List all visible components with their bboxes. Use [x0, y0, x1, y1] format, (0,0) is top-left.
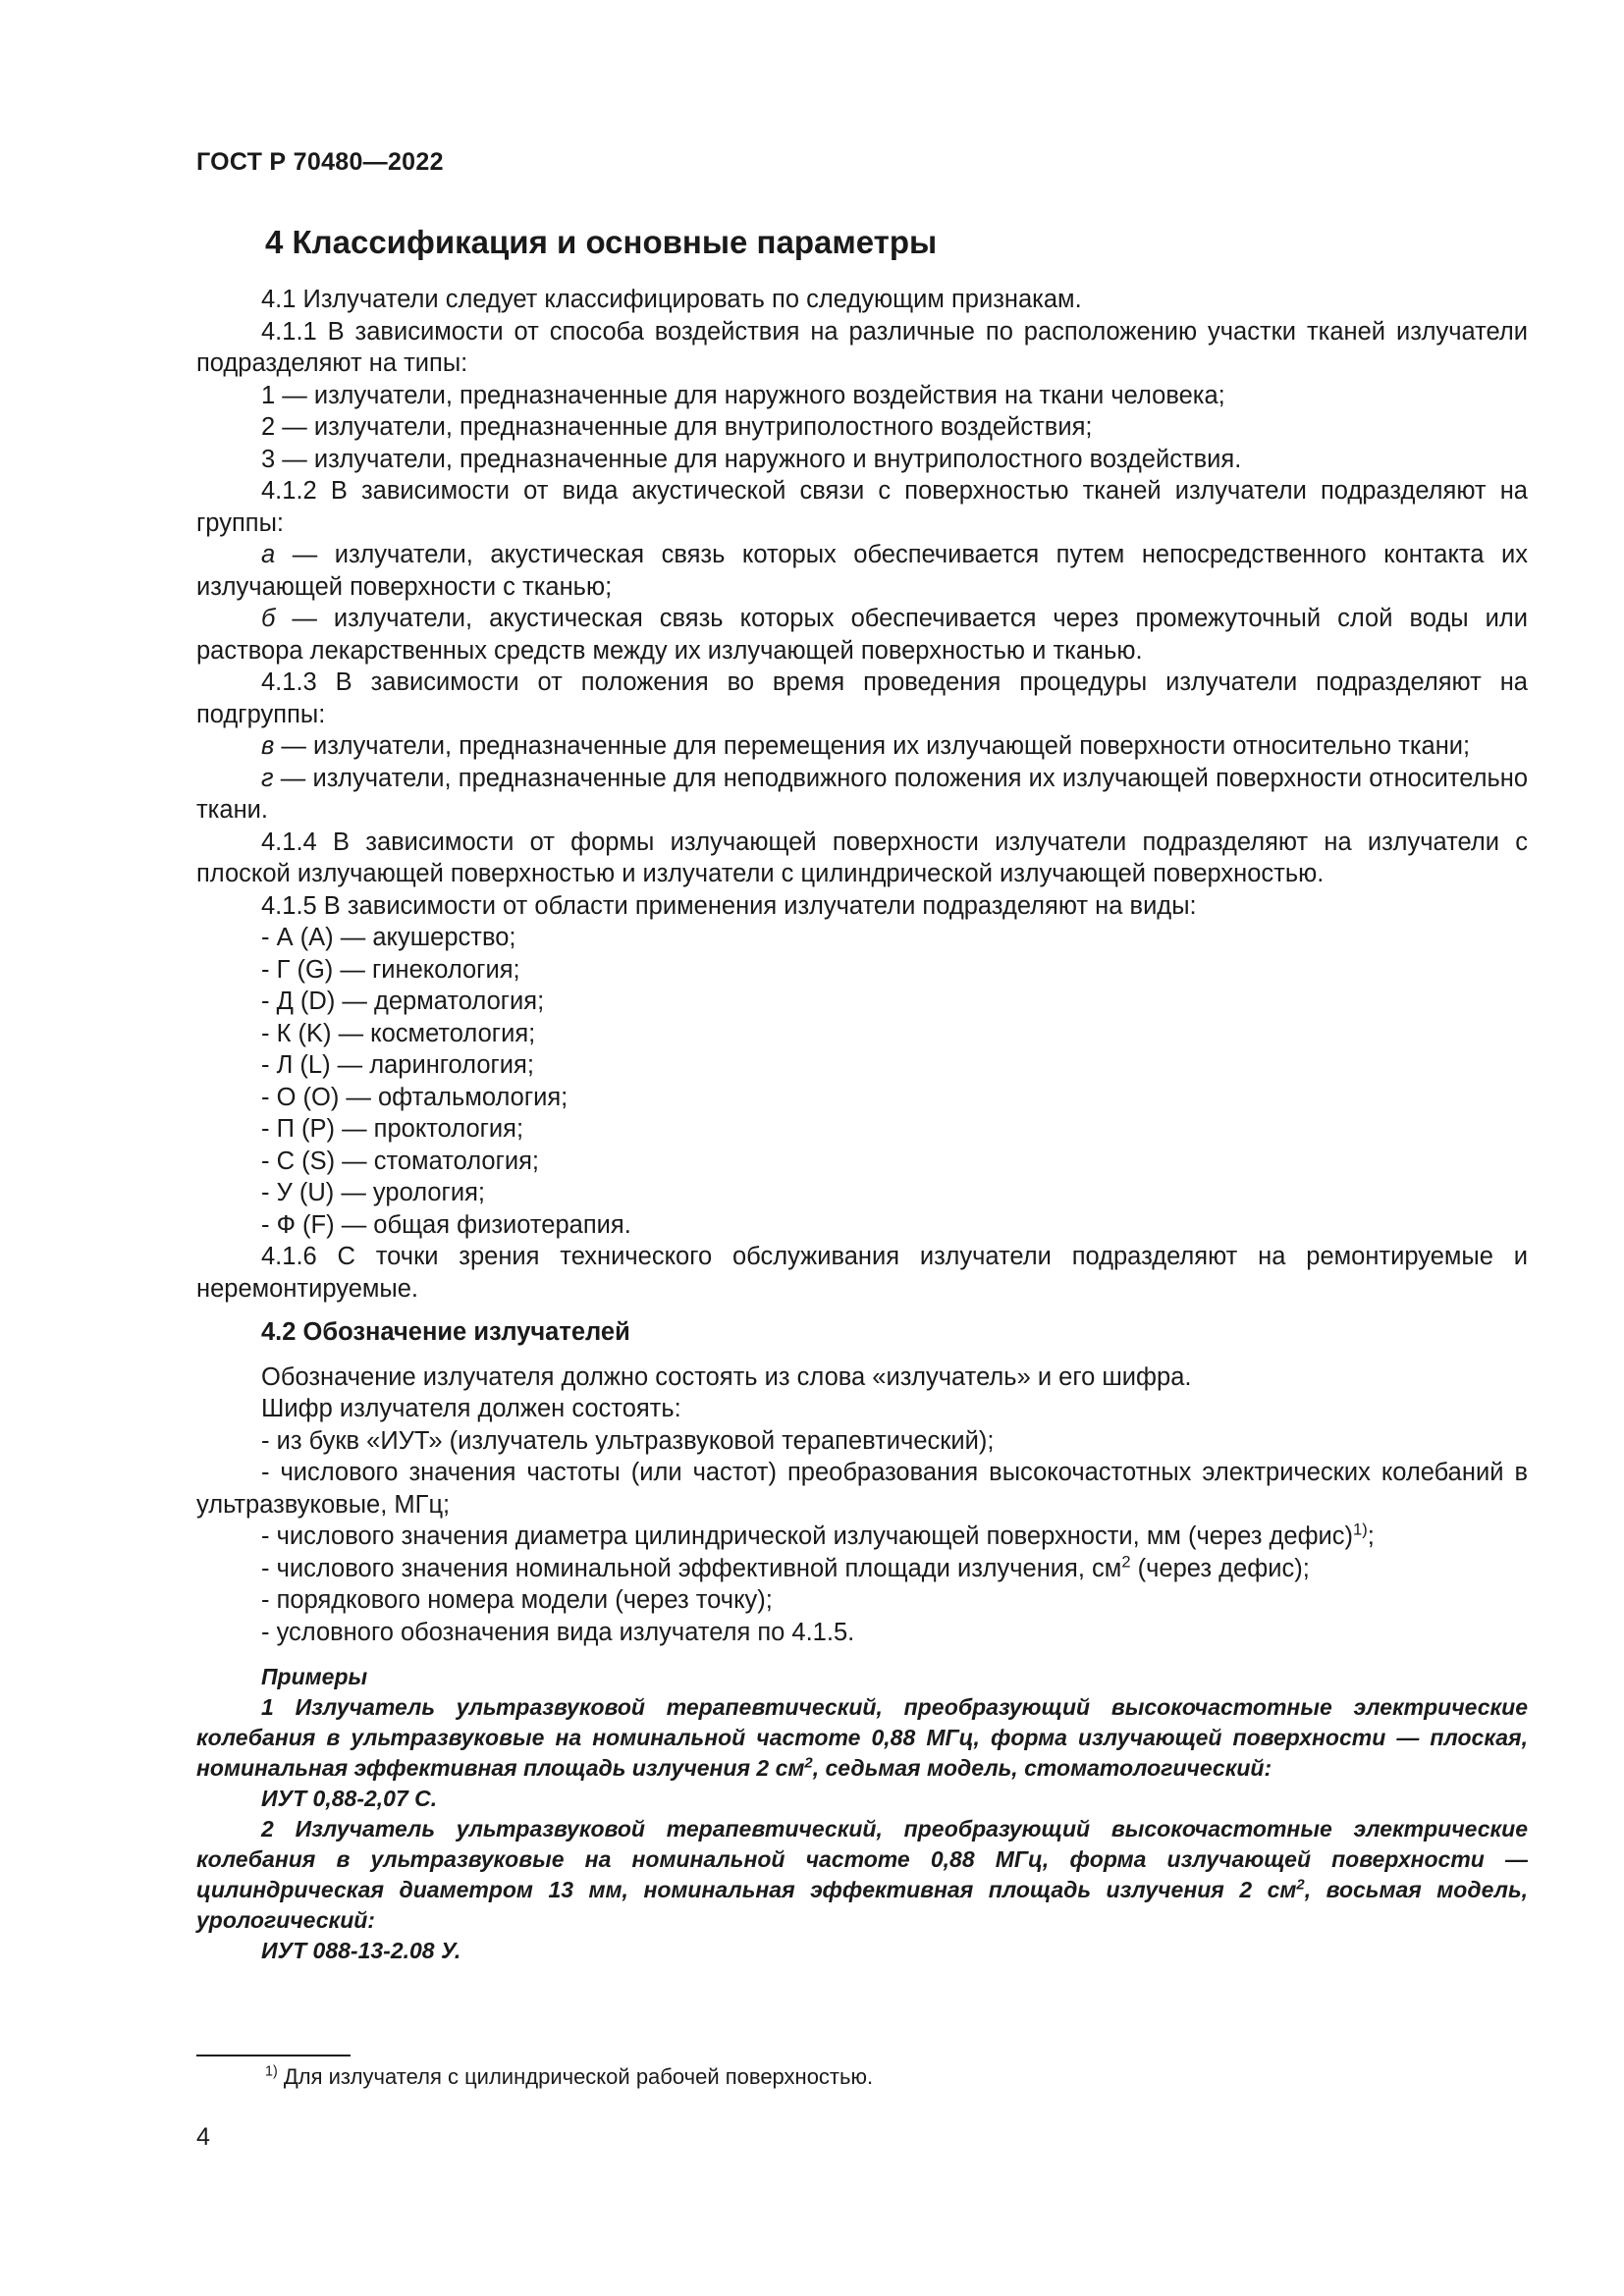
- paragraph-4-1-3: 4.1.3 В зависимости от положения во время проведения процедуры излучатели подразделяют на подгруппы:: [196, 668, 1528, 728]
- cipher-item-4-text: - числового значения номинальной эффективной площади излучения, см: [261, 1554, 1122, 1582]
- example-2-text: 2 Излучатель ультразвуковой терапевтический, преобразующий высокочастотные электрические колебания в ультразвуковые на номинальной частоте 0,88 МГц, форма излучающей поверхности — цилиндрическая диаметром 13 мм, номинальная эффективная площадь излучения 2 см: [196, 1816, 1528, 1902]
- kind-item: - Г (G) — гинекология;: [261, 955, 520, 984]
- subgroup-letter: г: [261, 764, 274, 792]
- examples-label: Примеры: [261, 1664, 368, 1689]
- example-1: [196, 1692, 1528, 1784]
- cipher-item-3-end: ;: [1367, 1522, 1375, 1550]
- kind-item: - Л (L) — ларингология;: [261, 1051, 534, 1079]
- type-item-1: 1 — излучатели, предназначенные для наружного воздействия на ткани человека;: [261, 381, 1225, 409]
- section-4-2-title: 4.2 Обозначение излучателей: [261, 1318, 630, 1346]
- kind-item: - К (K) — косметология;: [261, 1019, 536, 1047]
- group-item-a: [196, 539, 1528, 603]
- example-1-end: , седьмая модель, стоматологический:: [812, 1755, 1272, 1781]
- kind-item: - У (U) — урология;: [261, 1179, 485, 1206]
- group-text: — излучатели, акустическая связь которых обеспечивается через промежуточный слой воды или раствора лекарственных средств между их излучающей поверхностью и тканью.: [196, 605, 1528, 665]
- subgroup-letter: в: [261, 732, 275, 760]
- cipher-item-4-end: (через дефис);: [1130, 1554, 1310, 1582]
- designation-paragraph-2: Шифр излучателя должен состоять:: [261, 1395, 681, 1422]
- designation-paragraph-1: Обозначение излучателя должно состоять из слова «излучатель» и его шифра.: [261, 1362, 1192, 1391]
- footnote-ref: 1): [1353, 1520, 1368, 1539]
- type-item-2: 2 — излучатели, предназначенные для внутриполостного воздействия;: [261, 413, 1093, 441]
- subgroup-text: — излучатели, предназначенные для перемещения их излучающей поверхности относительно ткани;: [274, 732, 1471, 760]
- kind-item: - О (О) — офтальмология;: [261, 1083, 568, 1111]
- footnote-mark: 1): [265, 2063, 278, 2080]
- group-letter: б: [261, 605, 276, 632]
- group-text: — излучатели, акустическая связь которых обеспечивается путем непосредственного контакта их излучающей поверхности с тканью;: [196, 541, 1528, 601]
- group-letter: а: [261, 541, 276, 568]
- example-1-text: 1 Излучатель ультразвуковой терапевтический, преобразующий высокочастотные электрические колебания в ультразвуковые на номинальной частоте 0,88 МГц, форма излучающей поверхности — плоская, номинальная эффективная площадь излучения 2 см: [196, 1694, 1528, 1781]
- footnote-text: Для излучателя с цилиндрической рабочей поверхностью.: [277, 2064, 874, 2089]
- superscript-2: 2: [1296, 1876, 1305, 1894]
- example-2-code: ИУТ 088-13-2.08 У.: [261, 1938, 461, 1963]
- cipher-item-4: [196, 1553, 1528, 1585]
- kind-item: - Д (D) — дерматология;: [261, 988, 545, 1015]
- cipher-item-3-text: - числового значения диаметра цилиндрической излучающей поверхности, мм (через дефис): [261, 1522, 1354, 1550]
- cipher-item-3: [196, 1521, 1528, 1553]
- kind-item: - С (S) — стоматология;: [261, 1147, 540, 1175]
- kind-item: - П (Р) — проктология;: [261, 1115, 524, 1143]
- page-number: 4: [196, 2123, 210, 2151]
- paragraph-4-1: 4.1 Излучатели следует классифицировать по следующим признакам.: [261, 286, 1082, 313]
- kind-item: - А (А) — акушерство;: [261, 924, 516, 951]
- example-1-code: ИУТ 0,88-2,07 С.: [261, 1786, 438, 1811]
- document-code-header: ГОСТ Р 70480—2022: [196, 148, 444, 176]
- paragraph-4-1-4: 4.1.4 В зависимости от формы излучающей поверхности излучатели подразделяют на излучатели с плоской излучающей поверхностью и излучатели с цилиндрической излучающей поверхностью.: [196, 828, 1528, 887]
- subgroup-item-g: [196, 763, 1528, 827]
- footnote-separator: [196, 2055, 351, 2056]
- paragraph-4-1-1: 4.1.1 В зависимости от способа воздействия на различные по расположению участки тканей излучатели подразделяют на типы:: [196, 317, 1528, 377]
- group-item-b: [196, 603, 1528, 667]
- section-4-title: 4 Классификация и основные параметры: [265, 224, 938, 260]
- example-2-end: , восьмая модель, урологический:: [196, 1877, 1528, 1933]
- paragraph-4-1-6: 4.1.6 С точки зрения технического обслуживания излучатели подразделяют на ремонтируемые и неремонтируемые.: [196, 1243, 1528, 1303]
- section-4-body: [196, 284, 1528, 1966]
- cipher-item-5: - порядкового номера модели (через точку);: [261, 1586, 773, 1614]
- footnote: [265, 2064, 873, 2090]
- paragraph-4-1-2: 4.1.2 В зависимости от вида акустической связи с поверхностью тканей излучатели подразделяют на группы:: [196, 477, 1528, 537]
- superscript-2: 2: [804, 1754, 813, 1772]
- cipher-item-1: - из букв «ИУТ» (излучатель ультразвуковой терапевтический);: [261, 1426, 995, 1455]
- superscript-2: 2: [1121, 1552, 1131, 1571]
- type-item-3: 3 — излучатели, предназначенные для наружного и внутриполостного воздействия.: [261, 445, 1242, 473]
- example-2: [196, 1814, 1528, 1936]
- paragraph-4-1-5: 4.1.5 В зависимости от области применения излучатели подразделяют на виды:: [261, 891, 1197, 920]
- subgroup-text: — излучатели, предназначенные для неподвижного положения их излучающей поверхности относительно ткани.: [196, 764, 1528, 824]
- kind-item: - Ф (F) — общая физиотерапия.: [261, 1210, 631, 1239]
- subgroup-item-v: [196, 730, 1528, 763]
- cipher-item-2: - числового значения частоты (или частот) преобразования высокочастотных электрических колебаний в ультразвуковые, МГц;: [196, 1459, 1528, 1519]
- examples-block: [196, 1662, 1528, 1966]
- cipher-item-6: - условного обозначения вида излучателя по 4.1.5.: [261, 1618, 855, 1646]
